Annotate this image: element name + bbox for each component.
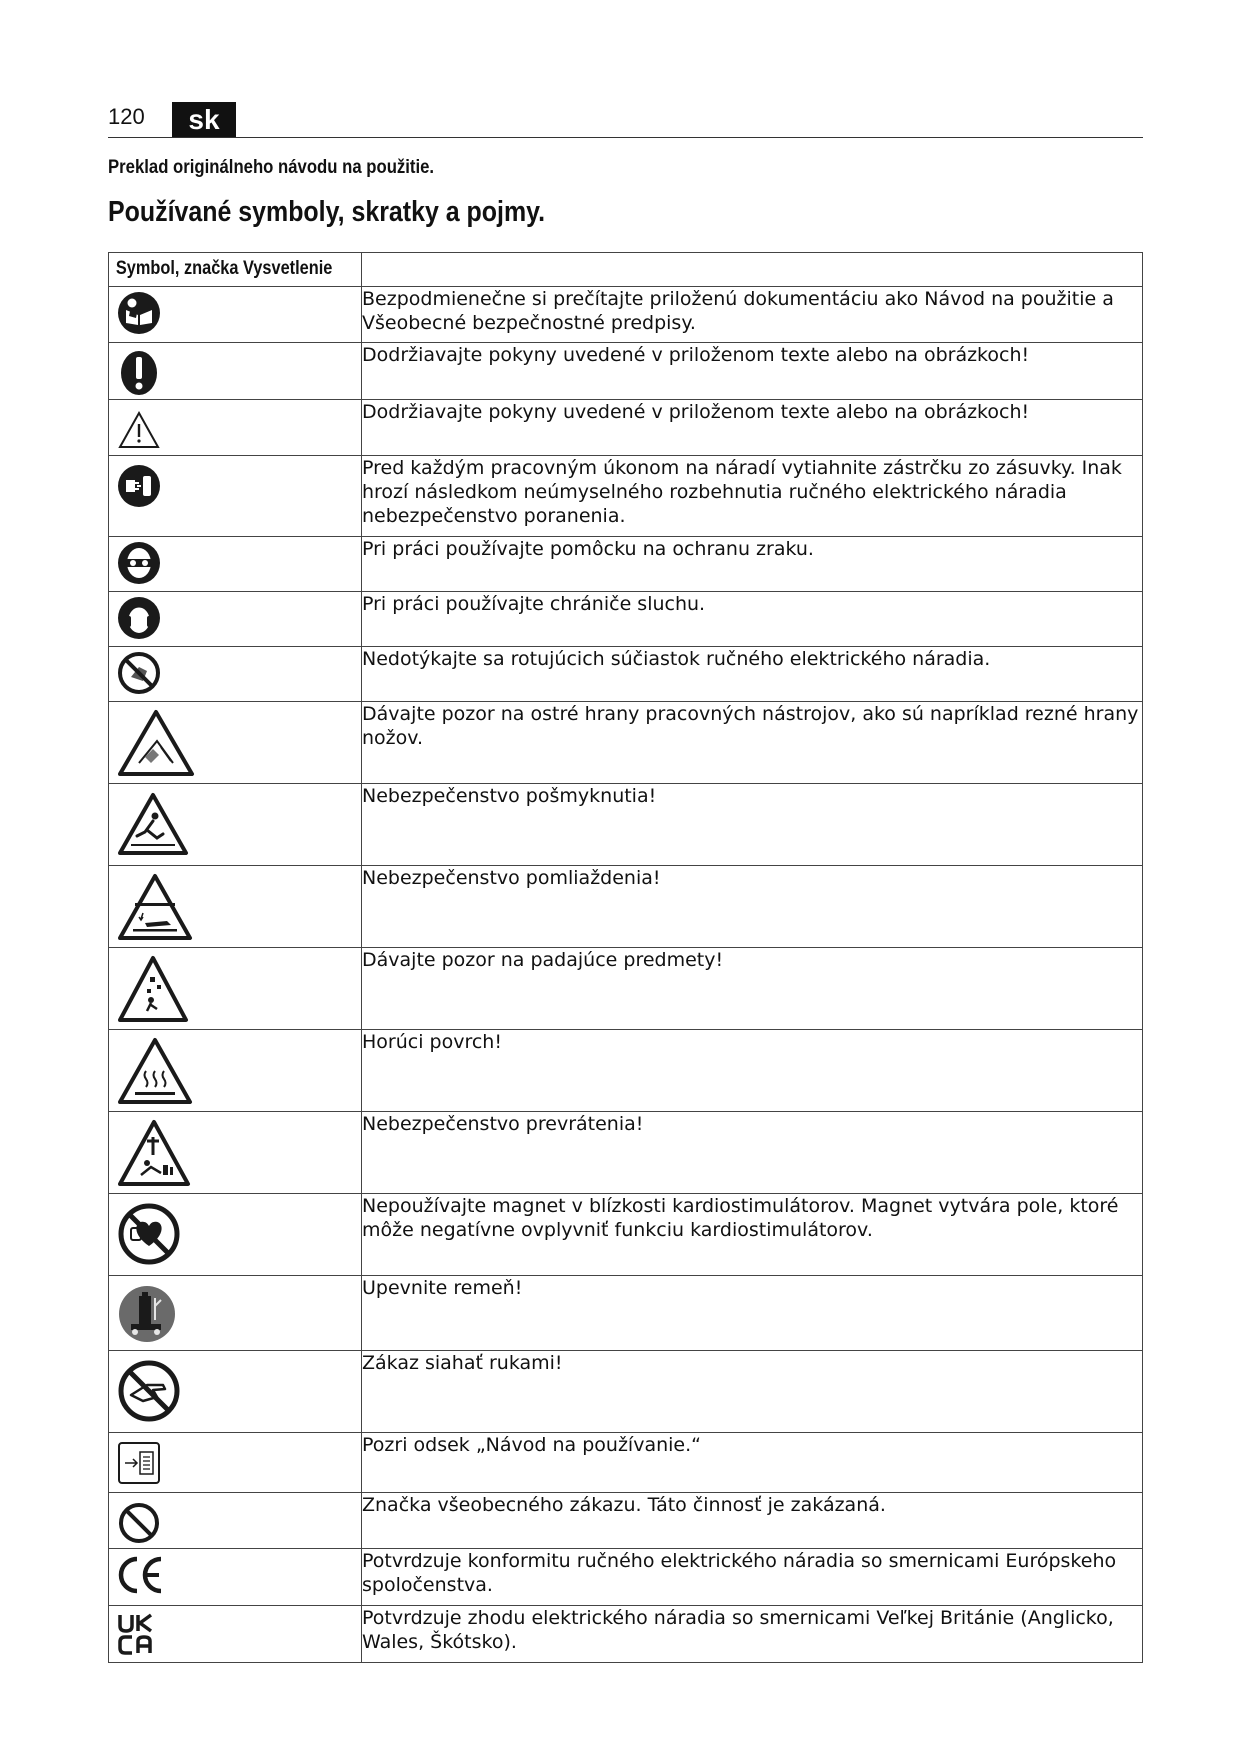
row-description: Nebezpečenstvo prevrátenia!: [362, 1112, 1143, 1194]
symbols-table: [108, 252, 1143, 1663]
document-subtitle: Preklad originálneho návodu na použitie.: [108, 157, 435, 178]
unplug-icon: [117, 464, 161, 508]
table-row: [109, 400, 1143, 456]
row-description: Upevnite remeň!: [362, 1276, 1143, 1351]
table-row: [109, 592, 1143, 647]
ear-protection-icon: [117, 596, 161, 640]
table-row: [109, 1433, 1143, 1493]
fasten-strap-icon: [117, 1284, 177, 1344]
row-description: Nebezpečenstvo pomliaždenia!: [362, 866, 1143, 948]
row-description: Dávajte pozor na padajúce predmety!: [362, 948, 1143, 1030]
sharp-edges-warning-icon: [117, 709, 195, 777]
eye-protection-icon: [117, 541, 161, 585]
table-row: [109, 456, 1143, 537]
table-row: [109, 1194, 1143, 1276]
ukca-mark-icon: [117, 1612, 157, 1656]
row-description: Pozri odsek „Návod na používanie.“: [362, 1433, 1143, 1493]
row-description: Dodržiavajte pokyny uvedené v priloženom texte alebo na obrázkoch!: [362, 343, 1143, 400]
falling-objects-warning-icon: [117, 955, 189, 1023]
table-row: [109, 1549, 1143, 1606]
see-manual-section-icon: [117, 1441, 161, 1485]
language-badge: sk: [172, 102, 236, 138]
row-description: Nedotýkajte sa rotujúcich súčiastok ručného elektrického náradia.: [362, 647, 1143, 702]
page-number: 120: [108, 104, 145, 129]
table-row: [109, 647, 1143, 702]
row-description: Pri práci používajte chrániče sluchu.: [362, 592, 1143, 647]
row-description: Nepoužívajte magnet v blízkosti kardiostimulátorov. Magnet vytvára pole, ktoré môže negatívne ovplyvniť funkciu kardiostimulátorov.: [362, 1194, 1143, 1276]
prohibition-icon: [117, 1501, 161, 1545]
row-description: Pri práci používajte pomôcku na ochranu zraku.: [362, 537, 1143, 592]
table-row: [109, 784, 1143, 866]
row-description: Pred každým pracovným úkonom na náradí vytiahnite zástrčku zo zásuvky. Inak hrozí následkom neúmyselného rozbehnutia ručného elektrického náradia nebezpečenstvo poranenia.: [362, 456, 1143, 537]
row-description: Horúci povrch!: [362, 1030, 1143, 1112]
row-description: Zákaz siahať rukami!: [362, 1351, 1143, 1433]
table-row: [109, 1606, 1143, 1663]
hot-surface-warning-icon: [117, 1037, 193, 1105]
no-touch-rotating-icon: [117, 651, 161, 695]
row-description: Nebezpečenstvo pošmyknutia!: [362, 784, 1143, 866]
row-description: Bezpodmienečne si prečítajte priloženú dokumentáciu ako Návod na použitie a Všeobecné bezpečnostné predpisy.: [362, 287, 1143, 343]
table-header-empty-cell: [362, 253, 1143, 287]
table-header-cell: [109, 253, 362, 287]
row-description: Značka všeobecného zákazu. Táto činnosť je zakázaná.: [362, 1493, 1143, 1549]
ce-mark-icon: [117, 1555, 165, 1595]
row-description: Potvrdzuje zhodu elektrického náradia so smernicami Veľkej Británie (Anglicko, Wales, Škótsko).: [362, 1606, 1143, 1663]
section-title: Používané symboly, skratky a pojmy.: [108, 196, 546, 228]
table-row: [109, 1276, 1143, 1351]
warning-triangle-icon: [117, 410, 161, 450]
table-header-row: [109, 253, 1143, 287]
table-row: [109, 1030, 1143, 1112]
table-row: [109, 343, 1143, 400]
table-row: [109, 537, 1143, 592]
exclamation-icon: [117, 349, 161, 397]
tipping-warning-icon: [117, 1119, 191, 1187]
row-description: Potvrdzuje konformitu ručného elektrického náradia so smernicami Európskeho spoločenstva.: [362, 1549, 1143, 1606]
row-description: Dávajte pozor na ostré hrany pracovných nástrojov, ako sú napríklad rezné hrany nožov.: [362, 702, 1143, 784]
header-rule: [108, 137, 1143, 138]
no-hands-icon: [117, 1359, 181, 1423]
table-row: [109, 702, 1143, 784]
crush-warning-icon: [117, 873, 193, 941]
table-row: [109, 948, 1143, 1030]
row-description: Dodržiavajte pokyny uvedené v priloženom texte alebo na obrázkoch!: [362, 400, 1143, 456]
table-row: [109, 866, 1143, 948]
table-row: [109, 287, 1143, 343]
slip-warning-icon: [117, 792, 189, 856]
table-row: [109, 1112, 1143, 1194]
column-header-label: Symbol, značka Vysvetlenie: [115, 258, 333, 279]
table-row: [109, 1493, 1143, 1549]
read-manual-icon: [117, 291, 161, 335]
no-pacemaker-icon: [117, 1202, 181, 1266]
table-row: [109, 1351, 1143, 1433]
